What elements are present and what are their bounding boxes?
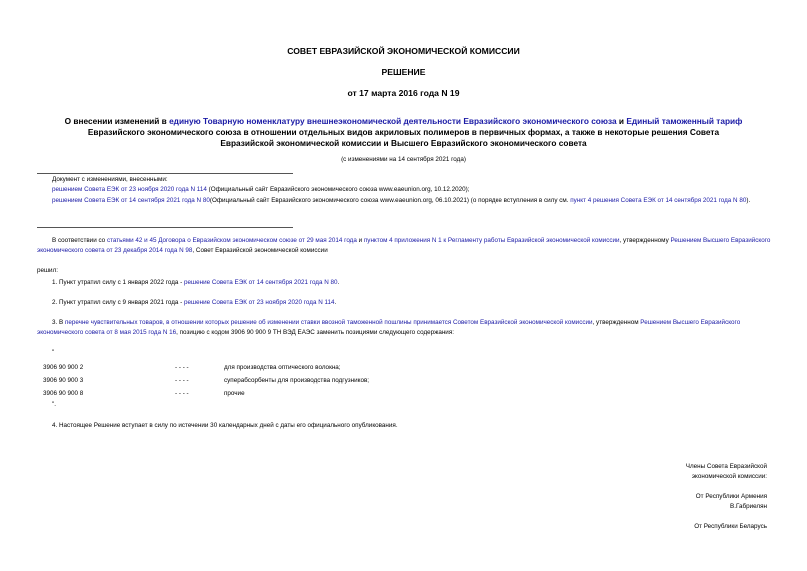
link-sensitive-goods-list[interactable]: перечне чувствительных товаров, в отношении которых решение об изменении ставки ввозной таможенной пошлины принимается Советом Евразийской экономической комиссии — [64, 319, 593, 326]
link-decision-80-p4[interactable]: пункт 4 решения Совета ЕЭК от 14 сентября 2021 года N 80 — [570, 197, 747, 204]
quote-close: ". — [52, 401, 56, 408]
quote-open: " — [52, 349, 55, 356]
title-link-tariff[interactable]: Единый таможенный тариф — [626, 116, 743, 126]
preamble-text: , Совет Евразийской экономической комиссии — [192, 247, 328, 254]
link-treaty-articles[interactable]: статьями 42 и 45 Договора о Евразийском экономическом союзе от 29 мая 2014 года — [106, 237, 357, 244]
preamble-text: В соответствии со — [52, 237, 107, 244]
paragraph-2 — [52, 298, 336, 308]
doc-title-line1 — [0, 116, 807, 126]
table-row-dash: - - - - — [175, 377, 189, 384]
title-text: и — [616, 116, 627, 126]
changes-intro: Документ с изменениями, внесенными: — [52, 176, 168, 183]
paragraph-1 — [52, 278, 339, 288]
resolved-label: решил: — [37, 267, 58, 274]
link-decision-98[interactable]: Решением Высшего Евразийского экономического совета от 23 декабря 2014 года N 98 — [37, 237, 771, 254]
link-p2-decision[interactable]: решение Совета ЕЭК от 23 ноября 2020 года N 114 — [184, 299, 335, 306]
changes-text: (Официальный сайт Евразийского экономического союза www.eaeunion.org, 06.10.2021) (о порядке вступления в силу см. — [209, 197, 571, 204]
doc-title-line2: Евразийского экономического союза в отношении отдельных видов акриловых полимеров в первичных формах, а также в некоторые решения Совета — [87, 127, 720, 137]
signatures-members-1: Члены Совета Евразийской — [685, 463, 767, 470]
changes-item-1 — [52, 185, 772, 195]
table-row-code: 3906 90 900 8 — [43, 390, 84, 397]
paragraph-text: 3. В — [52, 319, 65, 326]
paragraph-3 — [37, 318, 775, 338]
doc-date: от 17 марта 2016 года N 19 — [347, 88, 460, 98]
table-row-dash: - - - - — [175, 364, 189, 371]
table-row-dash: - - - - — [175, 390, 189, 397]
changes-item-2 — [37, 196, 775, 206]
signature-belarus: От Республики Беларусь — [694, 523, 767, 530]
paragraph-text: , утвержденном — [592, 319, 641, 326]
link-decision-16[interactable]: Решением Высшего Евразийского экономического совета от 8 мая 2015 года N 16 — [37, 319, 741, 336]
link-regulation[interactable]: пунктом 4 приложения N 1 к Регламенту работы Евразийской экономической комиссии — [363, 237, 620, 244]
divider — [37, 227, 293, 228]
preamble — [37, 236, 775, 256]
link-decision-114[interactable]: решением Совета ЕЭК от 23 ноября 2020 года N 114 — [52, 186, 207, 193]
changes-text: ). — [746, 197, 751, 204]
signatures-members-2: экономической комиссии: — [691, 473, 767, 480]
doc-type: РЕШЕНИЕ — [381, 67, 426, 77]
paragraph-text: , позицию с кодом 3906 90 900 9 ТН ВЭД ЕАЭС заменить позициями следующего содержания: — [176, 329, 454, 336]
paragraph-text: 1. Пункт утратил силу с 1 января 2022 года - — [52, 279, 185, 286]
paragraph-4: 4. Настоящее Решение вступает в силу по истечении 30 календарных дней с даты его официального опубликования. — [52, 422, 398, 429]
preamble-text: , утвержденному — [619, 237, 671, 244]
paragraph-text: . — [337, 279, 340, 286]
preamble-text: и — [356, 237, 364, 244]
signature-armenia-name: В.Габриелян — [730, 503, 767, 510]
title-link-tnved[interactable]: единую Товарную номенклатуру внешнеэкономической деятельности Евразийского экономического союза — [169, 116, 617, 126]
link-p1-decision[interactable]: решение Совета ЕЭК от 14 сентября 2021 года N 80 — [184, 279, 338, 286]
link-decision-80[interactable]: решением Совета ЕЭК от 14 сентября 2021 года N 80 — [52, 197, 210, 204]
divider — [37, 173, 293, 174]
table-row-code: 3906 90 900 2 — [43, 364, 84, 371]
doc-status: (с изменениями на 14 сентября 2021 года) — [341, 156, 466, 163]
doc-title-line3: Евразийской экономической комиссии и Высшего Евразийского экономического совета — [220, 138, 587, 148]
title-text: О внесении изменений в — [64, 116, 170, 126]
changes-text: (Официальный сайт Евразийского экономического союза www.eaeunion.org, 10.12.2020); — [206, 186, 470, 193]
table-row-code: 3906 90 900 3 — [43, 377, 84, 384]
signature-armenia: От Республики Армения — [695, 493, 767, 500]
paragraph-text: . — [334, 299, 337, 306]
table-row-desc: для производства оптического волокна; — [224, 364, 341, 371]
table-row-desc: суперабсорбенты для производства подгузников; — [224, 377, 370, 384]
org-title: СОВЕТ ЕВРАЗИЙСКОЙ ЭКОНОМИЧЕСКОЙ КОМИССИИ — [287, 46, 520, 56]
paragraph-text: 2. Пункт утратил силу с 9 января 2021 года - — [52, 299, 185, 306]
table-row-desc: прочие — [224, 390, 245, 397]
